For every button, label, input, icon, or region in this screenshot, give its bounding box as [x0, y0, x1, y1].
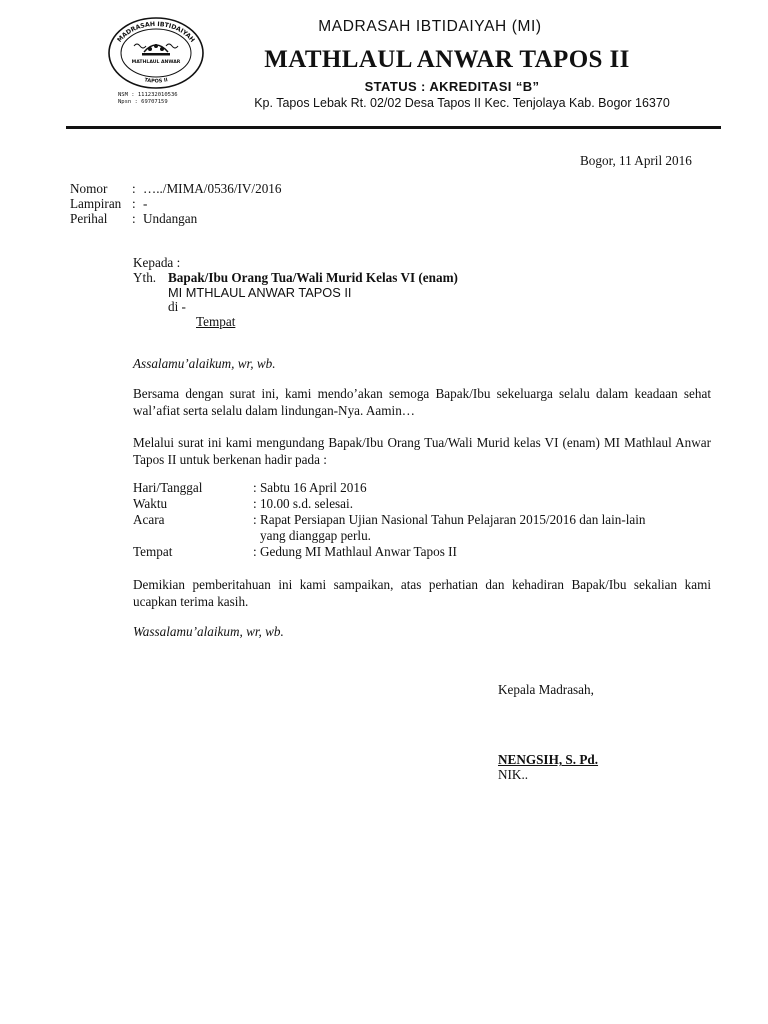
lampiran-value: -	[143, 196, 148, 211]
logo-top-text: MADRASAH IBTIDAIYAH	[116, 20, 196, 44]
nsm-number: NSM : 111232010536	[118, 92, 178, 98]
signature-nik: NIK..	[498, 767, 529, 782]
acara-label: Acara	[133, 512, 165, 527]
recipient-tempat: Tempat	[196, 314, 236, 329]
logo-bottom-text: TAPOS II	[143, 77, 169, 85]
lampiran-label: Lampiran	[70, 196, 122, 211]
nomor-value: …../MIMA/0536/IV/2016	[143, 181, 282, 196]
greeting: Assalamu’alaikum, wr, wb.	[133, 356, 276, 371]
closing-paragraph: Demikian pemberitahuan ini kami sampaikan, atas perhatian dan kehadiran Bapak/Ibu sekalian kami ucapkan terima kasih.	[133, 577, 711, 609]
letter-date: Bogor, 11 April 2016	[580, 153, 692, 168]
signature-name: NENGSIH, S. Pd.	[498, 752, 599, 767]
paragraph-2: Melalui surat ini kami mengundang Bapak/Ibu Orang Tua/Wali Murid kelas VI (enam) MI Mathlaul Anwar Tapos II untuk berkenan hadir pada :	[133, 435, 711, 467]
letterhead-divider	[66, 126, 721, 129]
farewell: Wassalamu’alaikum, wr, wb.	[133, 624, 284, 639]
perihal-separator: :	[132, 211, 136, 226]
kepada-label: Kepada :	[133, 255, 181, 270]
hari-value: : Sabtu 16 April 2016	[253, 480, 367, 495]
perihal-value: Undangan	[143, 211, 198, 226]
recipient-name: Bapak/Ibu Orang Tua/Wali Murid Kelas VI (enam)	[168, 270, 458, 285]
signature-title: Kepala Madrasah,	[498, 682, 594, 697]
tempat-label: Tempat	[133, 544, 173, 559]
school-name: MATHLAUL ANWAR TAPOS II	[264, 46, 630, 73]
recipient-school: MI MTHLAUL ANWAR TAPOS II	[168, 285, 352, 300]
waktu-value: : 10.00 s.d. selesai.	[253, 496, 353, 511]
recipient-di: di -	[168, 299, 186, 314]
yth-label: Yth.	[133, 270, 157, 285]
accreditation-status: STATUS : AKREDITASI “B”	[364, 79, 540, 94]
nomor-label: Nomor	[70, 181, 108, 196]
acara-value-line2: yang dianggap perlu.	[260, 528, 371, 543]
perihal-label: Perihal	[70, 211, 108, 226]
lampiran-separator: :	[132, 196, 136, 211]
nomor-separator: :	[132, 181, 136, 196]
hari-label: Hari/Tanggal	[133, 480, 203, 495]
npsn-number: Npsn : 69707159	[118, 98, 168, 105]
tempat-value: : Gedung MI Mathlaul Anwar Tapos II	[253, 544, 457, 559]
logo-inner-text: MATHLAUL ANWAR	[131, 60, 181, 65]
paragraph-1: Bersama dengan surat ini, kami mendo’akan semoga Bapak/Ibu sekeluarga selalu dalam keadaan sehat wal’afiat serta selalu dalam lindungan-Nya. Aamin…	[133, 386, 711, 418]
school-address: Kp. Tapos Lebak Rt. 02/02 Desa Tapos II Kec. Tenjolaya Kab. Bogor 16370	[254, 96, 670, 110]
acara-value-line1: : Rapat Persiapan Ujian Nasional Tahun Pelajaran 2015/2016 dan lain-lain	[253, 512, 646, 527]
waktu-label: Waktu	[133, 496, 168, 511]
school-type: MADRASAH IBTIDAIYAH (MI)	[318, 18, 542, 35]
